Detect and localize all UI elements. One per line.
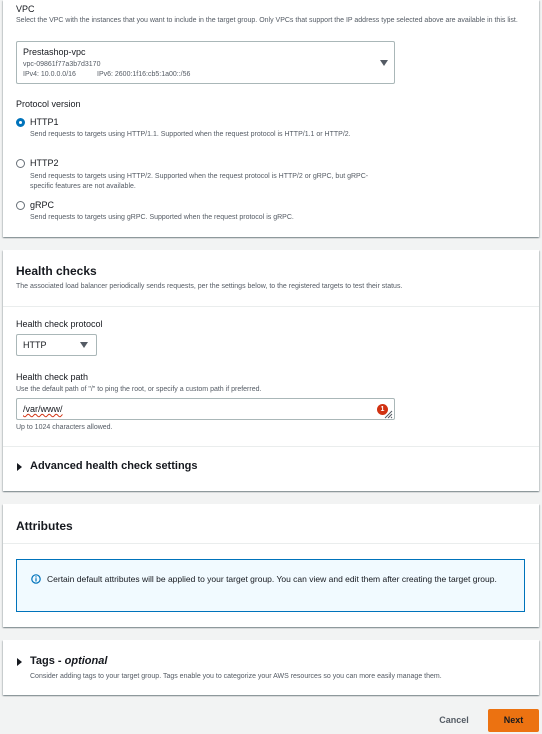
- option-desc-http2: Send requests to targets using HTTP/2. Supported when the request protocol is HTTP/2 or gRPC, but gRPC-specific features are not available.: [30, 173, 369, 190]
- info-alert: [16, 559, 525, 612]
- divider: [3, 446, 539, 447]
- next-button[interactable]: Next: [488, 709, 539, 732]
- error-count: 1: [380, 406, 385, 413]
- protocol-version-label: Protocol version: [16, 99, 81, 109]
- tags-panel: [3, 640, 539, 695]
- option-desc-grpc: Send requests to targets using gRPC. Supported when the request protocol is gRPC.: [30, 214, 294, 221]
- health-checks-title: Health checks: [16, 264, 97, 278]
- health-check-protocol-value: HTTP: [23, 340, 47, 350]
- chevron-down-icon: [380, 60, 388, 66]
- vpc-description: Select the VPC with the instances that you want to include in the target group. Only VPCs that support the IP address type selected above are available in this list.: [16, 17, 518, 24]
- caret-right-icon: [17, 463, 22, 471]
- vpc-select[interactable]: [16, 41, 395, 84]
- health-check-path-input[interactable]: [16, 398, 395, 420]
- radio-grpc[interactable]: [16, 201, 25, 210]
- health-check-protocol-select[interactable]: [16, 334, 97, 356]
- tags-title: [30, 655, 107, 667]
- divider: [3, 543, 539, 544]
- caret-right-icon: [17, 658, 22, 666]
- option-title-http2: HTTP2: [30, 158, 59, 168]
- tags-toggle[interactable]: [16, 654, 216, 670]
- tags-optional: optional: [64, 655, 108, 667]
- advanced-health-check-label: Advanced health check settings: [30, 460, 198, 472]
- advanced-health-check-toggle[interactable]: [16, 459, 236, 475]
- health-checks-description: The associated load balancer periodically sends requests, per the settings below, to the registered targets to test their status.: [16, 283, 403, 290]
- attributes-title: Attributes: [16, 519, 73, 533]
- vpc-selected-id: vpc-09861f77a3b7d3170: [23, 61, 101, 68]
- vpc-label: VPC: [16, 4, 35, 14]
- vpc-protocol-panel: [3, 0, 539, 237]
- radio-http2[interactable]: [16, 159, 25, 168]
- info-icon: [31, 574, 41, 584]
- resize-handle-icon: [384, 410, 393, 419]
- info-alert-text: Certain default attributes will be applied to your target group. You can view and edit them after creating the target group.: [47, 574, 497, 584]
- divider: [3, 306, 539, 307]
- option-title-grpc: gRPC: [30, 200, 55, 210]
- cancel-button[interactable]: Cancel: [439, 715, 469, 725]
- health-check-path-value: /var/www/: [23, 404, 63, 414]
- vpc-selected-ipv6: IPv6: 2600:1f16:cb5:1a00::/56: [97, 71, 191, 78]
- health-check-path-help: Use the default path of "/" to ping the root, or specify a custom path if preferred.: [16, 386, 262, 393]
- health-check-protocol-label: Health check protocol: [16, 319, 103, 329]
- tags-title-text: Tags -: [30, 655, 65, 667]
- health-checks-panel: [3, 250, 539, 491]
- tags-description: Consider adding tags to your target group. Tags enable you to categorize your AWS resources so you can more easily manage them.: [30, 673, 442, 680]
- radio-http1[interactable]: [16, 118, 25, 127]
- chevron-down-icon: [80, 342, 88, 348]
- health-check-path-label: Health check path: [16, 372, 89, 382]
- attributes-panel: [3, 504, 539, 627]
- vpc-selected-ipv4: IPv4: 10.0.0.0/16: [23, 71, 76, 78]
- health-check-path-constraint: Up to 1024 characters allowed.: [16, 424, 113, 431]
- option-title-http1: HTTP1: [30, 117, 59, 127]
- vpc-selected-name: Prestashop-vpc: [23, 47, 86, 57]
- option-desc-http1: Send requests to targets using HTTP/1.1. Supported when the request protocol is HTTP/1.1 or HTTP/2.: [30, 131, 351, 138]
